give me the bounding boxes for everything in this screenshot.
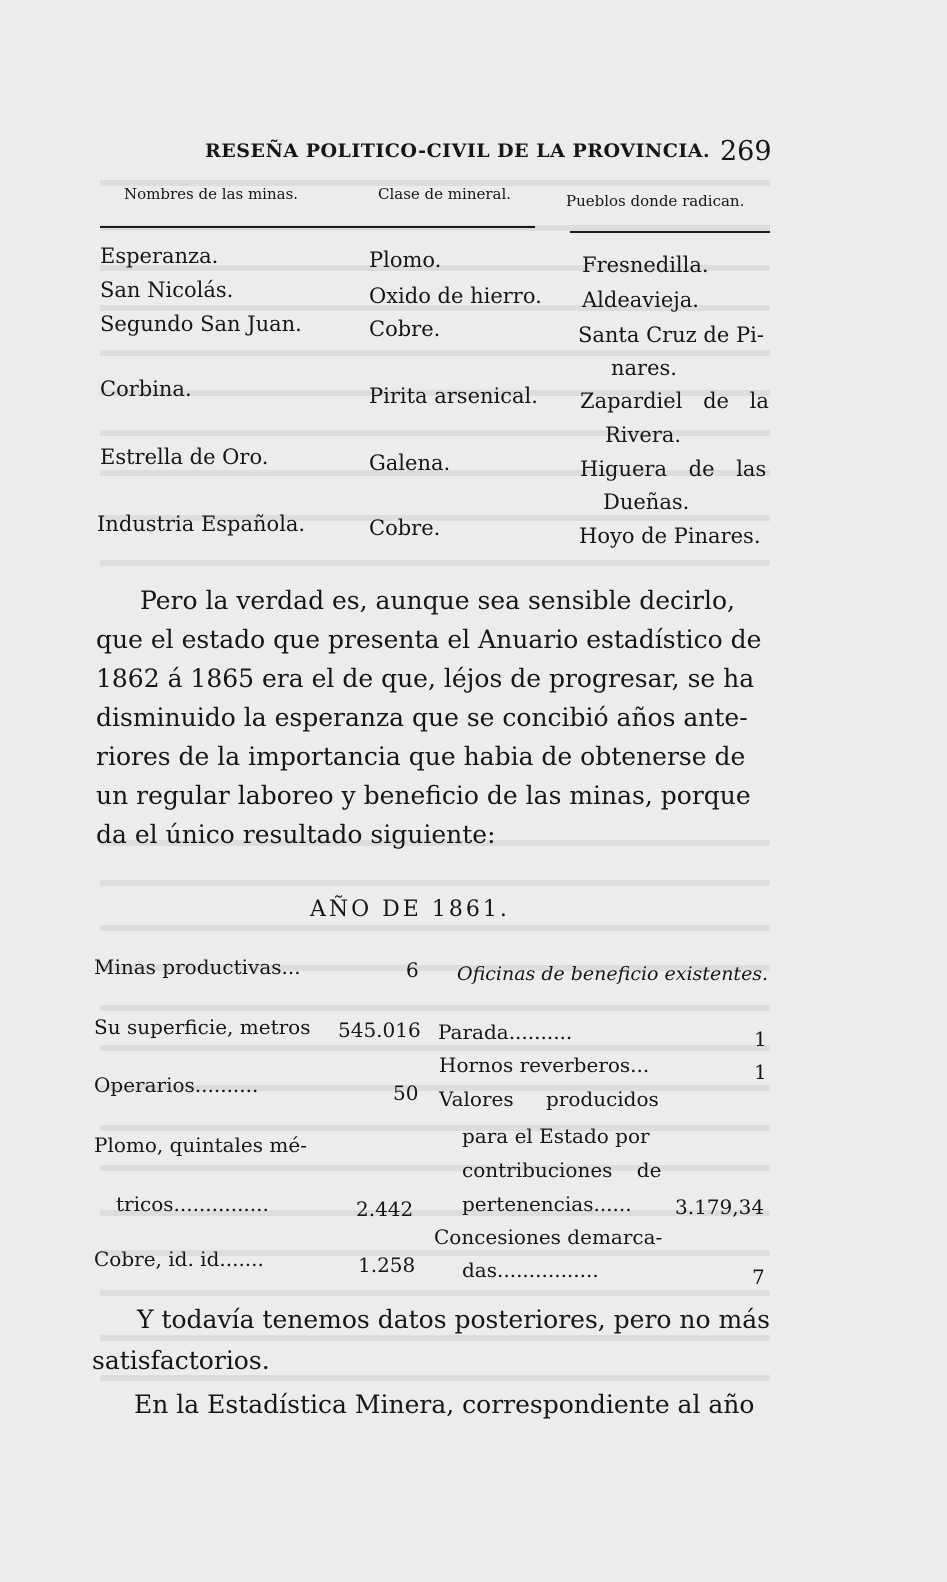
text-line: satisfactorios. <box>92 1346 270 1375</box>
table-rule-right <box>570 231 770 233</box>
mine-town-continued: nares. <box>611 356 677 380</box>
section-title-year: AÑO DE 1861. <box>310 897 510 922</box>
stat-value-superficie: 545.016 <box>338 1018 421 1042</box>
text-line: riores de la importancia que habia de obtenerse de <box>96 742 746 771</box>
stat-value-concesiones: 7 <box>752 1265 765 1289</box>
text-line: 1862 á 1865 era el de que, léjos de progresar, se ha <box>96 664 755 693</box>
stat-value-cobre: 1.258 <box>358 1253 416 1277</box>
stat-value-parada: 1 <box>754 1027 767 1051</box>
column-header-names: Nombres de las minas. <box>124 185 299 203</box>
text-line: da el único resultado siguiente: <box>96 820 496 849</box>
stat-value-operarios: 50 <box>393 1081 419 1105</box>
mine-mineral: Pirita arsenical. <box>369 384 538 408</box>
stat-label-valores: Valores producidos <box>439 1087 659 1111</box>
text-line: un regular laboreo y beneficio de las minas, porque <box>96 781 751 810</box>
stat-label-concesiones-continued: das................ <box>462 1258 599 1282</box>
stat-label-plomo: Plomo, quintales mé- <box>94 1133 307 1157</box>
mine-mineral: Cobre. <box>369 516 441 540</box>
mine-mineral: Plomo. <box>369 248 442 272</box>
column-header-towns: Pueblos donde radican. <box>566 192 745 210</box>
stat-label-operarios: Operarios.......... <box>94 1073 259 1097</box>
mine-town: Higuera de las <box>580 457 767 481</box>
mine-town: Santa Cruz de Pi- <box>578 323 764 347</box>
mine-town: Hoyo de Pinares. <box>579 524 761 548</box>
mine-name: Corbina. <box>100 377 192 401</box>
text-line: Pero la verdad es, aunque sea sensible decirlo, <box>140 586 735 615</box>
mine-name: Estrella de Oro. <box>100 445 269 469</box>
stat-label-concesiones: Concesiones demarca- <box>434 1225 663 1249</box>
stat-value-hornos: 1 <box>754 1060 767 1084</box>
stat-value-minas: 6 <box>406 958 419 982</box>
stat-value-plomo: 2.442 <box>356 1197 414 1221</box>
stat-label-valores-line2: para el Estado por <box>462 1124 650 1148</box>
stat-value-valores: 3.179,34 <box>675 1195 765 1219</box>
text-line: Y todavía tenemos datos posteriores, pero no más <box>137 1305 770 1334</box>
text-line: En la Estadística Minera, correspondiente al año <box>134 1390 755 1419</box>
stat-label-hornos: Hornos reverberos... <box>439 1053 650 1077</box>
mine-town: Fresnedilla. <box>582 253 709 277</box>
text-line: que el estado que presenta el Anuario estadístico de <box>96 625 762 654</box>
column-header-mineral: Clase de mineral. <box>378 185 512 203</box>
mine-town: Zapardiel de la <box>580 389 769 413</box>
running-header: RESEÑA POLITICO-CIVIL DE LA PROVINCIA. <box>205 140 711 162</box>
mine-name: Segundo San Juan. <box>100 312 302 336</box>
mine-name: Esperanza. <box>100 244 219 268</box>
mine-name: San Nicolás. <box>100 278 234 302</box>
stat-label-cobre: Cobre, id. id....... <box>94 1247 264 1271</box>
mine-mineral: Cobre. <box>369 317 441 341</box>
mine-name: Industria Española. <box>97 512 306 536</box>
stat-label-valores-line3: contribuciones de <box>462 1158 662 1182</box>
mine-mineral: Galena. <box>369 451 451 475</box>
offices-heading: Oficinas de beneficio existentes. <box>457 963 769 985</box>
mine-town-continued: Dueñas. <box>603 490 690 514</box>
stat-label-valores-line4: pertenencias...... <box>462 1192 632 1216</box>
stat-label-superficie: Su superficie, metros <box>94 1015 311 1039</box>
mine-town: Aldeavieja. <box>582 288 699 312</box>
stat-label-minas: Minas productivas... <box>94 955 301 979</box>
text-line: disminuido la esperanza que se concibió años ante- <box>96 703 748 732</box>
mine-town-continued: Rivera. <box>605 423 682 447</box>
mine-mineral: Oxido de hierro. <box>369 284 542 308</box>
table-rule-left <box>100 226 535 228</box>
stat-label-parada: Parada.......... <box>438 1020 573 1044</box>
stat-label-plomo-continued: tricos............... <box>116 1192 269 1216</box>
page-number: 269 <box>720 136 772 167</box>
